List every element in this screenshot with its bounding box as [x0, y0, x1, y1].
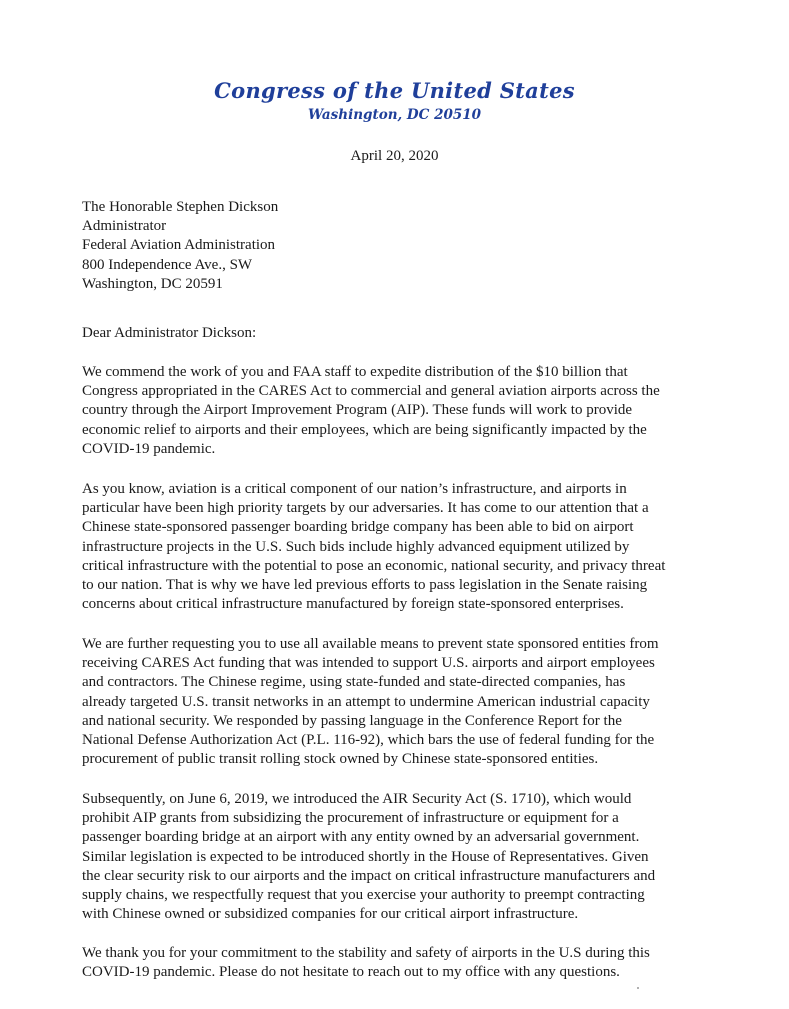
- address-line: Federal Aviation Administration: [82, 237, 276, 254]
- paragraph-line: economic relief to airports and their employees, which are being significantly impacted by the: [82, 421, 647, 438]
- paragraph-line: passenger boarding bridge at an airport with any entity owned by an adversarial government.: [82, 829, 640, 846]
- paragraph-line: country through the Airport Improvement Program (AIP). These funds will work to provide: [82, 402, 633, 419]
- paragraph-1: [82, 363, 722, 459]
- address-line: 800 Independence Ave., SW: [82, 256, 253, 273]
- paragraph-line: Similar legislation is expected to be introduced shortly in the House of Representatives. Given: [82, 848, 649, 865]
- paragraph-line: We commend the work of you and FAA staff to expedite distribution of the $10 billion that: [82, 364, 628, 380]
- paragraph-line: National Defense Authorization Act (P.L. 116-92), which bars the use of federal funding for the: [82, 732, 655, 749]
- address-line: The Honorable Stephen Dickson: [82, 199, 279, 215]
- paragraph-line: COVID-19 pandemic.: [82, 440, 216, 457]
- letterhead-title: Congress of the United States: [214, 78, 575, 103]
- paragraph-line: We are further requesting you to use all available means to prevent state sponsored entities from: [82, 636, 659, 652]
- paragraph-line: particular have been high priority targets by our adversaries. It has come to our attention that a: [82, 500, 649, 517]
- paragraph-line: supply chains, we respectfully request that you exercise your authority to preempt contracting: [82, 887, 645, 904]
- paragraph-line: COVID-19 pandemic. Please do not hesitate to reach out to my office with any questions.: [82, 964, 620, 981]
- paragraph-line: prohibit AIP grants from subsidizing the procurement of infrastructure or equipment for a: [82, 810, 619, 827]
- letter-date: April 20, 2020: [350, 148, 439, 164]
- paragraph-5: [82, 944, 722, 982]
- paragraph-line: Congress appropriated in the CARES Act to commercial and general aviation airports across the: [82, 383, 660, 400]
- paragraph-line: the clear security risk to our airports and the impact on critical infrastructure manufacturers and: [82, 867, 656, 884]
- paragraph-2: [82, 480, 722, 614]
- paragraph-line: As you know, aviation is a critical component of our nation’s infrastructure, and airports in: [82, 481, 627, 497]
- recipient-address: [82, 198, 278, 294]
- address-line: Washington, DC 20591: [82, 275, 223, 292]
- paragraph-line: Chinese state-sponsored passenger boarding bridge company has been able to bid on airport: [82, 519, 634, 536]
- letterhead-city: Washington, DC 20510: [307, 107, 482, 123]
- paragraph-line: Subsequently, on June 6, 2019, we introduced the AIR Security Act (S. 1710), which would: [82, 791, 632, 807]
- paragraph-line: with Chinese owned or subsidized companies for our critical airport infrastructure.: [82, 906, 579, 923]
- paragraph-line: concerns about critical infrastructure manufactured by foreign state-sponsored enterprises.: [82, 596, 624, 613]
- paragraph-line: We thank you for your commitment to the stability and safety of airports in the U.S during this: [82, 945, 650, 961]
- paragraph-line: and contractors. The Chinese regime, using state-funded and state-directed companies, has: [82, 674, 626, 691]
- paragraph-line: infrastructure projects in the U.S. Such bids include highly advanced equipment utilized by: [82, 538, 630, 555]
- paragraph-line: procurement of public transit rolling stock owned by Chinese state-sponsored entities.: [82, 751, 599, 768]
- paragraph-4: [82, 790, 722, 924]
- paragraph-line: critical infrastructure with the potential to pose an economic, national security, and privacy threat: [82, 557, 666, 574]
- address-line: Administrator: [82, 218, 167, 235]
- paragraph-line: and national security. We responded by passing language in the Conference Report for the: [82, 712, 622, 729]
- salutation: Dear Administrator Dickson:: [82, 325, 257, 341]
- paragraph-line: receiving CARES Act funding that was intended to support U.S. airports and airport employees: [82, 655, 655, 672]
- paragraph-line: to our nation. That is why we have led previous efforts to pass legislation in the Senate raising: [82, 577, 648, 594]
- paragraph-3: [82, 635, 722, 769]
- letterhead: [0, 78, 789, 123]
- paragraph-line: already targeted U.S. transit networks in an attempt to undermine American industrial capacity: [82, 693, 650, 710]
- scan-speck: [637, 987, 639, 989]
